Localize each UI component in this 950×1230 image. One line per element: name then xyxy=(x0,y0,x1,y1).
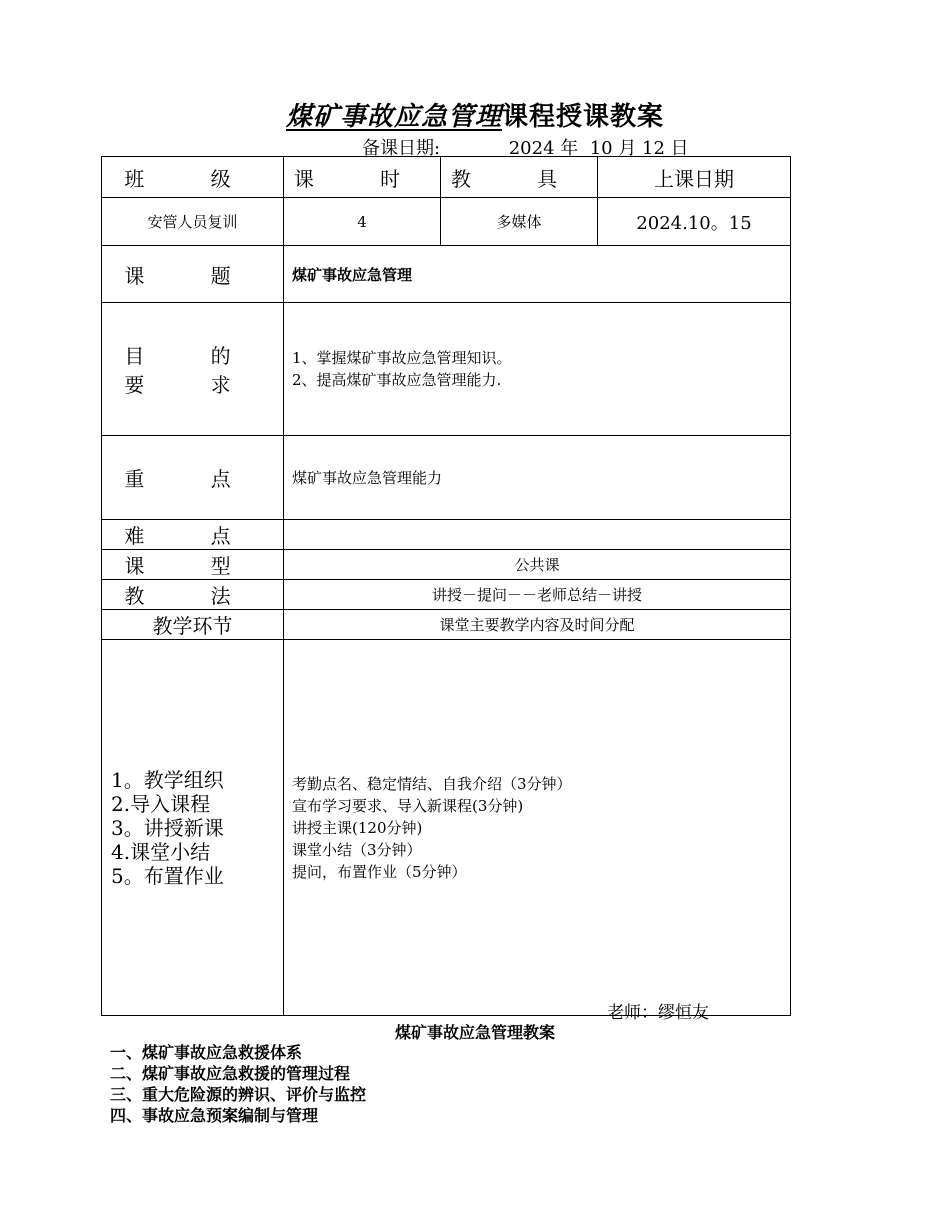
goals-cell xyxy=(284,303,791,436)
outline-list xyxy=(110,1042,366,1126)
step-item: 3。讲授新课 xyxy=(111,815,224,840)
step-item: 1。教学组织 xyxy=(111,767,224,792)
content-item: 考勤点名、稳定情结、自我介绍（3分钟） xyxy=(292,774,572,793)
header-hours: 课 时 xyxy=(284,157,441,198)
key-value: 煤矿事故应急管理能力 xyxy=(284,436,791,520)
step-item: 4.课堂小结 xyxy=(111,839,211,864)
outline-item: 二、煤矿事故应急救援的管理过程 xyxy=(110,1064,351,1083)
goal-item: 2、提高煤矿事故应急管理能力. xyxy=(292,371,502,389)
type-value: 公共课 xyxy=(284,550,791,580)
date-value: 2024.10。15 xyxy=(598,198,791,246)
goal-label-line2: 要 求 xyxy=(124,373,261,397)
lesson-plan-table xyxy=(101,156,791,1016)
content-item: 提问，布置作业（5分钟） xyxy=(292,862,467,881)
difficulty-value xyxy=(284,520,791,550)
content-item: 讲授主课(120分钟) xyxy=(292,818,423,837)
topic-value: 煤矿事故应急管理 xyxy=(284,246,791,303)
title-suffix: 课程授课教案 xyxy=(502,102,665,132)
outline-item: 三、重大危险源的辨识、评价与监控 xyxy=(110,1085,367,1104)
contents-cell xyxy=(284,640,791,1016)
header-tools: 教 具 xyxy=(441,157,598,198)
plan-title: 煤矿事故应急管理教案 xyxy=(394,1023,555,1042)
outline-item: 一、煤矿事故应急救援体系 xyxy=(110,1043,303,1062)
prep-date: 备课日期: 2024 年 10 月 12 日 xyxy=(362,138,689,159)
section-value: 课堂主要教学内容及时间分配 xyxy=(284,610,791,640)
step-item: 2.导入课程 xyxy=(111,791,211,816)
hours-value: 4 xyxy=(284,198,441,246)
document-title xyxy=(0,96,950,133)
difficulty-label: 难 点 xyxy=(102,520,284,550)
key-label: 重 点 xyxy=(102,436,284,520)
goal-label xyxy=(102,303,284,436)
content-item: 宣布学习要求、导入新课程(3分钟) xyxy=(292,796,524,815)
title-topic: 煤矿事故应急管理 xyxy=(285,102,502,132)
goal-label-line1: 目 的 xyxy=(124,344,261,368)
topic-label: 课 题 xyxy=(102,246,284,303)
header-date: 上课日期 xyxy=(598,157,791,198)
method-label: 教 法 xyxy=(102,580,284,610)
type-label: 课 型 xyxy=(102,550,284,580)
method-value: 讲授－提问－－老师总结－讲授 xyxy=(284,580,791,610)
goal-item: 1、掌握煤矿事故应急管理知识。 xyxy=(292,349,512,367)
step-item: 5。布置作业 xyxy=(111,863,224,888)
header-class: 班 级 xyxy=(102,157,284,198)
class-value: 安管人员复训 xyxy=(102,198,284,246)
section-label: 教学环节 xyxy=(102,610,284,640)
teacher-name: 老师：缪恒友 xyxy=(607,1003,709,1023)
tools-value: 多媒体 xyxy=(441,198,598,246)
outline-item: 四、事故应急预案编制与管理 xyxy=(110,1106,319,1125)
content-item: 课堂小结（3分钟） xyxy=(292,840,422,859)
steps-cell xyxy=(102,640,284,1016)
